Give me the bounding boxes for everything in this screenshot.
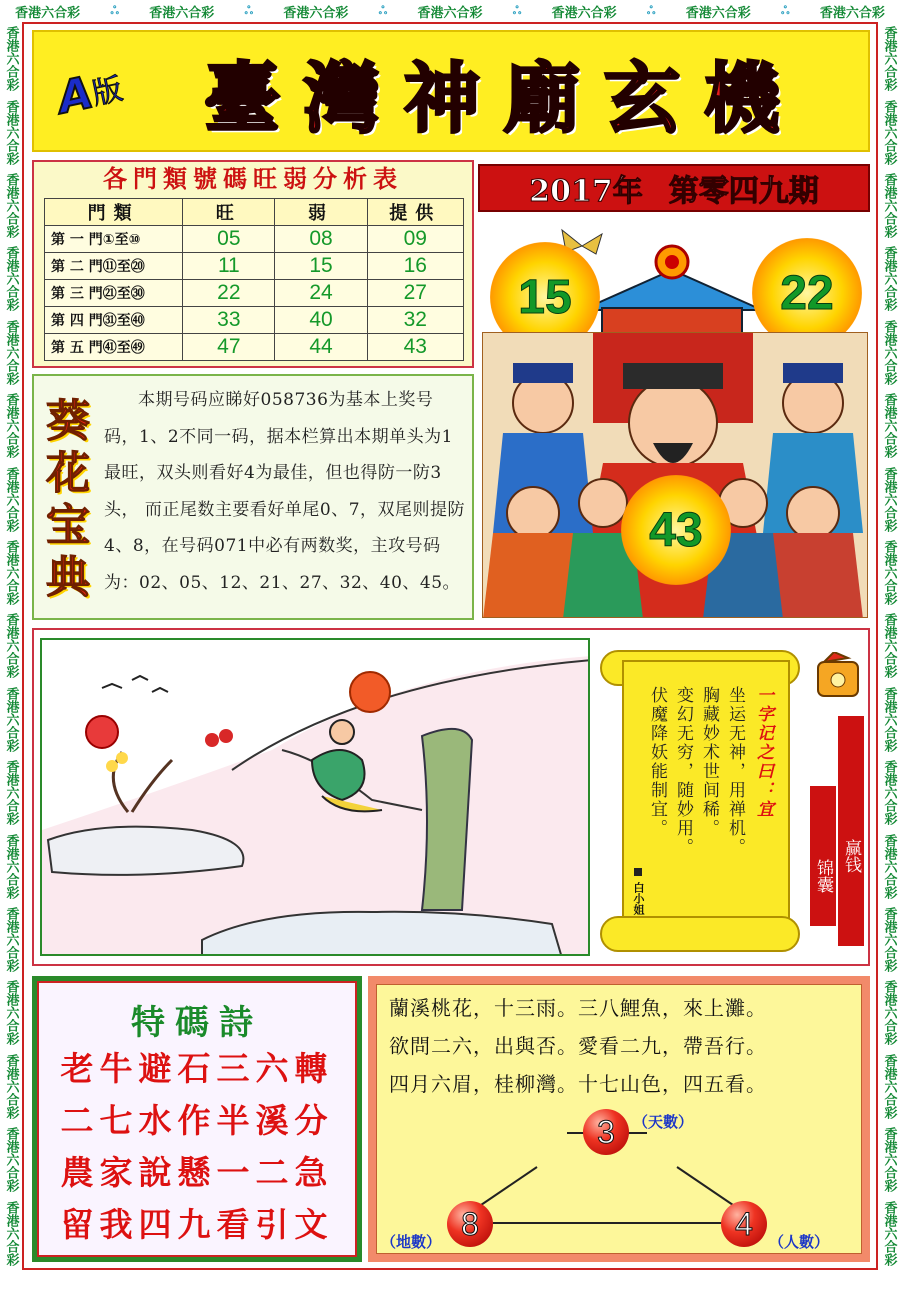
jinnang-ribbon — [810, 716, 864, 950]
tigong-cell: 09 — [367, 226, 463, 253]
border-text: 香港六合彩 — [881, 613, 897, 679]
left-border — [0, 22, 22, 1270]
wang-cell: 11 — [183, 253, 275, 280]
ren-number-ball: 4 — [721, 1201, 767, 1247]
border-text: 香港六合彩 — [881, 540, 897, 606]
analysis-table-panel — [32, 160, 474, 368]
border-text: 香港六合彩 — [685, 5, 751, 21]
border-dots: ஃ — [512, 3, 522, 17]
riddle-inner — [376, 984, 862, 1254]
riddle-line: 欲問二六，出與否。愛看二九，帶吾行。 — [389, 1034, 767, 1058]
label-char: 宝 — [46, 500, 90, 551]
wang-cell: 22 — [183, 280, 275, 307]
border-text: 香港六合彩 — [3, 99, 19, 165]
border-dots: ஃ — [244, 3, 254, 17]
riddle-line: 蘭溪桃花，十三雨。三八鯉魚，來上灘。 — [389, 996, 767, 1020]
gate-cell: 第 五 門㊶至㊾ — [45, 334, 183, 361]
table-row — [45, 280, 464, 307]
poem-title: 特碼詩 — [131, 1003, 263, 1043]
signature-text: 白小姐 — [632, 881, 645, 915]
poem-line: 農家說懸一二急 — [60, 1153, 334, 1192]
tian-label: （天數） — [633, 1113, 694, 1131]
border-text: 香港六合彩 — [881, 1200, 897, 1266]
ribbon-left: 锦囊 — [810, 786, 836, 926]
number-sun-left: 15 — [490, 242, 600, 352]
sunflower-label — [38, 396, 98, 604]
border-text: 香港六合彩 — [417, 5, 483, 21]
issue-banner — [478, 164, 870, 212]
border-text: 香港六合彩 — [3, 1053, 19, 1119]
ruo-cell: 15 — [275, 253, 367, 280]
border-text: 香港六合彩 — [881, 173, 897, 239]
number-sun-right: 22 — [752, 238, 862, 348]
border-text: 香港六合彩 — [3, 833, 19, 899]
border-text: 香港六合彩 — [551, 5, 617, 21]
wang-cell: 05 — [183, 226, 275, 253]
tigong-cell: 16 — [367, 253, 463, 280]
table-row — [45, 334, 464, 361]
poem-line: 二七水作半溪分 — [60, 1101, 334, 1140]
border-text: 香港六合彩 — [283, 5, 349, 21]
table-row — [45, 226, 464, 253]
gate-cell: 第 三 門㉑至㉚ — [45, 280, 183, 307]
ruo-cell: 40 — [275, 307, 367, 334]
wang-cell: 33 — [183, 307, 275, 334]
riddle-line: 四月六眉，桂柳灣。十七山色，四五看。 — [389, 1072, 767, 1096]
border-text: 香港六合彩 — [881, 833, 897, 899]
sunflower-panel — [32, 374, 474, 620]
issue-year: 2017年 — [529, 174, 643, 209]
di-number-ball: 8 — [447, 1201, 493, 1247]
scroll-line: 伏魔降妖能制宜。 — [647, 686, 667, 838]
hand-pouch-icon — [810, 652, 868, 708]
poem-line: 留我四九看引文 — [60, 1205, 334, 1244]
border-text: 香港六合彩 — [3, 319, 19, 385]
border-text: 香港六合彩 — [881, 26, 897, 92]
border-dots: ஃ — [110, 3, 119, 17]
label-char: 花 — [46, 448, 90, 499]
gate-cell: 第 四 門㉛至㊵ — [45, 307, 183, 334]
ren-label: （人數） — [769, 1233, 830, 1251]
border-text: 香港六合彩 — [881, 686, 897, 752]
border-text: 香港六合彩 — [3, 760, 19, 826]
signature-mark-icon — [634, 868, 642, 876]
deity-painting — [482, 332, 868, 618]
border-text: 香港六合彩 — [3, 173, 19, 239]
border-text: 香港六合彩 — [881, 466, 897, 532]
poem-line: 老牛避石三六轉 — [60, 1049, 334, 1088]
issue-period: 第零四九期 — [668, 174, 819, 209]
edition-suffix: 版 — [89, 71, 126, 113]
border-text: 香港六合彩 — [3, 466, 19, 532]
di-label: （地數） — [381, 1233, 442, 1251]
gate-cell: 第 一 門①至⑩ — [45, 226, 183, 253]
tigong-cell: 43 — [367, 334, 463, 361]
scroll-line: 胸藏妙术世间稀。 — [699, 686, 719, 838]
main-frame — [22, 22, 878, 1270]
border-text: 香港六合彩 — [881, 907, 897, 973]
border-text: 香港六合彩 — [3, 686, 19, 752]
border-dots: ஃ — [378, 3, 388, 17]
landscape-scene — [40, 638, 590, 956]
border-text: 香港六合彩 — [819, 5, 885, 21]
analysis-table — [44, 198, 464, 361]
gate-cell: 第 二 門⑪至⑳ — [45, 253, 183, 280]
scroll-line: 坐运无神，用禅机。 — [725, 686, 745, 857]
scroll-line: 变幻无穷，随妙用。 — [673, 686, 693, 857]
riddle-panel — [368, 976, 870, 1262]
wang-cell: 47 — [183, 334, 275, 361]
border-text: 香港六合彩 — [3, 907, 19, 973]
border-text: 香港六合彩 — [881, 246, 897, 312]
border-text: 香港六合彩 — [881, 1127, 897, 1193]
border-text: 香港六合彩 — [881, 99, 897, 165]
border-text: 香港六合彩 — [3, 540, 19, 606]
label-char: 典 — [46, 552, 90, 603]
border-text: 香港六合彩 — [3, 26, 19, 92]
border-text: 香港六合彩 — [149, 5, 215, 21]
table-row — [45, 253, 464, 280]
border-text: 香港六合彩 — [881, 760, 897, 826]
ruo-cell: 44 — [275, 334, 367, 361]
border-dots: ஃ — [780, 3, 790, 17]
border-text: 香港六合彩 — [3, 1127, 19, 1193]
scroll-heading: 一字记之曰：宜 — [753, 686, 773, 819]
border-text: 香港六合彩 — [3, 393, 19, 459]
middle-panel — [32, 628, 870, 966]
column-header: 門類 — [45, 199, 183, 226]
ruo-cell: 08 — [275, 226, 367, 253]
scroll-signature — [630, 868, 646, 915]
border-text: 香港六合彩 — [3, 246, 19, 312]
table-row — [45, 307, 464, 334]
advice-scroll — [600, 650, 800, 952]
number-sun-center: 43 — [621, 475, 731, 585]
edition-letter: A — [53, 66, 98, 124]
border-text: 香港六合彩 — [15, 5, 81, 21]
label-char: 葵 — [46, 396, 90, 447]
scroll-bottom-roll — [600, 916, 800, 952]
edition-badge — [39, 53, 141, 131]
tigong-cell: 32 — [367, 307, 463, 334]
mountain-scene-icon — [42, 640, 590, 956]
border-dots: ஃ — [646, 3, 656, 17]
right-border — [878, 22, 900, 1270]
ribbon-right: 赢钱 — [838, 716, 864, 946]
special-poem-inner — [37, 981, 357, 1257]
column-header: 旺 — [183, 199, 275, 226]
border-text: 香港六合彩 — [3, 613, 19, 679]
temple-illustration — [482, 220, 868, 618]
border-text: 香港六合彩 — [881, 319, 897, 385]
border-text: 香港六合彩 — [881, 980, 897, 1046]
border-text: 香港六合彩 — [3, 1200, 19, 1266]
tian-number-ball: 3 — [583, 1109, 629, 1155]
analysis-title: 各門類號碼旺弱分析表 — [103, 165, 403, 193]
bottom-border — [0, 1270, 900, 1292]
border-text: 香港六合彩 — [881, 1053, 897, 1119]
column-header: 提供 — [367, 199, 463, 226]
page-title: 臺灣神廟玄機 — [204, 53, 804, 143]
header-banner — [32, 30, 870, 152]
column-header: 弱 — [275, 199, 367, 226]
ruo-cell: 24 — [275, 280, 367, 307]
border-text: 香港六合彩 — [881, 393, 897, 459]
top-border — [0, 0, 900, 22]
special-poem-panel — [32, 976, 362, 1262]
tigong-cell: 27 — [367, 280, 463, 307]
sunflower-text: 本期号码应睇好058736为基本上奖号码，1、2不同一码，据本栏算出本期单头为1最旺，双头则看好4为最佳，但也得防一防3头， 而正尾数主要看好单尾0、7，双尾则提防4、8，在号码071中必有两数奖，主攻号码为：02、05、12、21、27、32、40、45。 — [104, 390, 466, 593]
border-text: 香港六合彩 — [3, 980, 19, 1046]
